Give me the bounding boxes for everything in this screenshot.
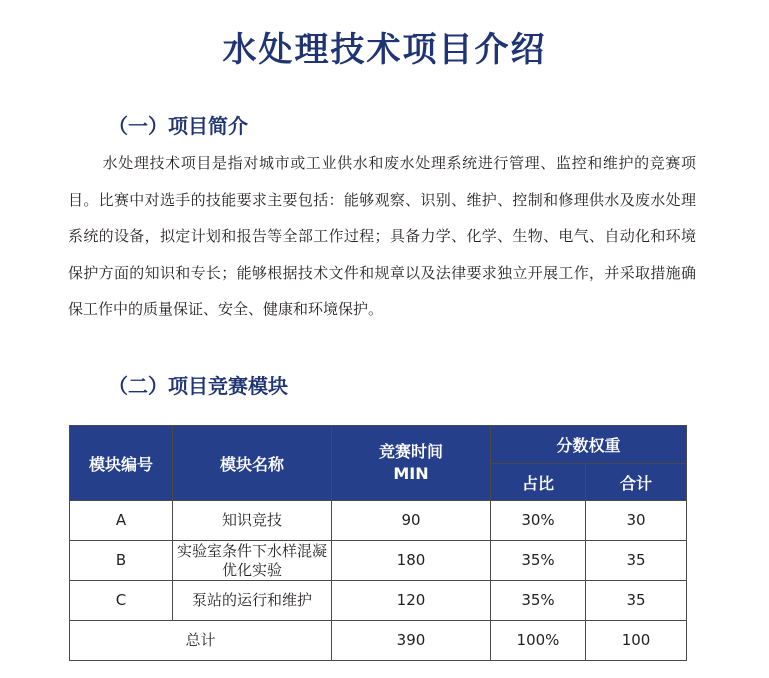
summary-total-cell: 100: [586, 621, 687, 661]
ratio-cell: 30%: [491, 501, 586, 541]
intro-text: 水处理技术项目是指对城市或工业供水和废水处理系统进行管理、监控和维护的竞赛项目。比赛中对选手的技能要求主要包括：能够观察、识别、维护、控制和修理供水及废水处理系统的设备，拟定计划和报告等全部工作过程；具备力学、化学、生物、电气、自动化和环境保护方面的知识和专长；能够根据技术文件和规章以及法律要求独立开展工作，并采取措施确保工作中的质量保证、安全、健康和环境保护。: [68, 154, 696, 318]
header-module-name: 模块名称: [173, 426, 332, 501]
summary-label-cell: 总计: [70, 621, 332, 661]
header-time-unit: MIN: [393, 464, 429, 483]
table-row: [70, 541, 687, 581]
section-heading-modules: （二）项目竞赛模块: [108, 374, 288, 398]
table-row: [70, 581, 687, 621]
table-summary-row: [70, 621, 687, 661]
intro-paragraph: [68, 145, 696, 328]
time-cell: 90: [332, 501, 491, 541]
header-module-id: 模块编号: [70, 426, 173, 501]
module-name-cell: 泵站的运行和维护: [173, 581, 332, 621]
summary-time-cell: 390: [332, 621, 491, 661]
module-id-cell: C: [70, 581, 173, 621]
header-subtotal: 合计: [586, 464, 687, 501]
time-cell: 120: [332, 581, 491, 621]
header-ratio: 占比: [491, 464, 586, 501]
table-row: [70, 501, 687, 541]
total-cell: 30: [586, 501, 687, 541]
module-name-cell: 知识竞技: [173, 501, 332, 541]
ratio-cell: 35%: [491, 541, 586, 581]
header-time: [332, 426, 491, 501]
page-title: 水处理技术项目介绍: [222, 30, 547, 70]
header-time-label: 竞赛时间: [378, 442, 443, 461]
section-heading-intro: （一）项目简介: [108, 114, 248, 138]
module-id-cell: B: [70, 541, 173, 581]
module-name-cell: 实验室条件下水样混凝优化实验: [173, 541, 332, 581]
modules-table: [69, 425, 687, 661]
total-cell: 35: [586, 541, 687, 581]
ratio-cell: 35%: [491, 581, 586, 621]
summary-ratio-cell: 100%: [491, 621, 586, 661]
time-cell: 180: [332, 541, 491, 581]
header-score-weight: 分数权重: [491, 426, 687, 464]
total-cell: 35: [586, 581, 687, 621]
module-id-cell: A: [70, 501, 173, 541]
table-header-row: [70, 426, 687, 464]
